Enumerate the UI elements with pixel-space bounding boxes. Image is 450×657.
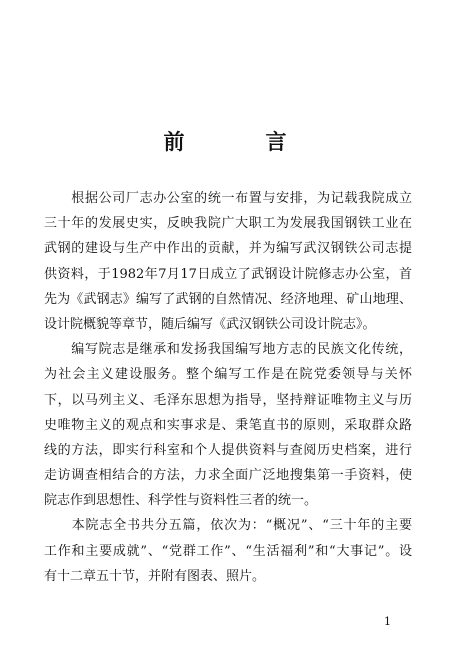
text-line: 供资料，于1982年7月17日成立了武钢设计院修志办公室，首 (44, 266, 412, 282)
page-number: 1 (384, 615, 391, 628)
text-line: 根据公司厂志办公室的统一布置与安排，为记载我院成立 (44, 191, 412, 206)
text-line: 先为《武钢志》编写了武钢的自然情况、经济地理、矿山地理、 (44, 291, 412, 307)
text-line: 线的方法，即实行科室和个人提供资料与查阅历史档案，进行 (44, 442, 412, 458)
text-line: 院志作到思想性、科学性与资料性三者的统一。 (44, 493, 318, 509)
text-line: 编写院志是继承和发扬我国编写地方志的民族文化传统， (44, 342, 412, 358)
body-text (44, 186, 412, 589)
page-title: 前 言 (163, 129, 317, 154)
text-line: 本院志全书共分五篇，依次为：“概况”、“三十年的主要 (44, 518, 412, 534)
text-line: 武钢的建设与生产中作出的贡献，并为编写武汉钢铁公司志提 (44, 241, 412, 257)
text-line: 有十二章五十节，并附有图表、照片。 (44, 568, 266, 584)
text-line: 工作和主要成就”、“党群工作”、“生活福利”和“大事记”。设 (44, 543, 412, 559)
text-line: 三十年的发展史实，反映我院广大职工为发展我国钢铁工业在 (44, 216, 412, 232)
text-line: 史唯物主义的观点和实事求是、秉笔直书的原则，采取群众路 (44, 417, 412, 433)
text-line: 为社会主义建设服务。整个编写工作是在院党委领导与关怀 (44, 367, 412, 383)
text-line: 下，以马列主义、毛泽东思想为指导，坚持辩证唯物主义与历 (44, 392, 412, 408)
text-line: 走访调查相结合的方法，力求全面广泛地搜集第一手资料，使 (44, 468, 412, 484)
text-line: 设计院概貌等章节，随后编写《武汉钢铁公司设计院志》。 (44, 316, 376, 332)
